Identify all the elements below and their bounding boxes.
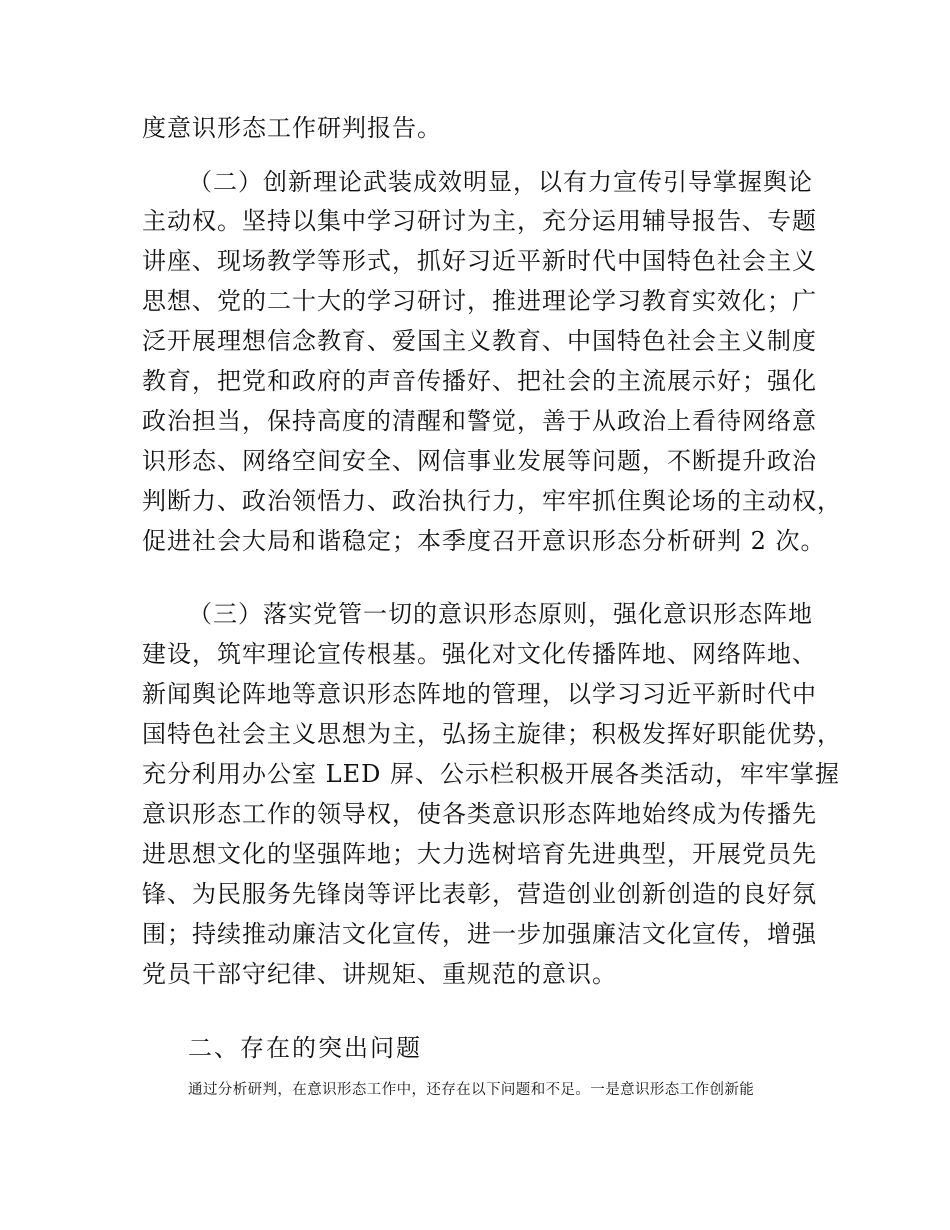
paragraph-line: 识形态、网络空间安全、网信事业发展等问题，不断提升政治 <box>142 447 817 475</box>
paragraph-line: （三）落实党管一切的意识形态原则，强化意识形态阵地 <box>188 600 813 628</box>
paragraph-line: 度意识形态工作研判报告。 <box>142 114 442 142</box>
paragraph-line: 建设，筑牢理论宣传根基。强化对文化传播阵地、网络阵地、 <box>142 640 817 668</box>
paragraph-line: 判断力、政治领悟力、政治执行力，牢牢抓住舆论场的主动权， <box>142 487 842 515</box>
paragraph-line: 进思想文化的坚强阵地；大力选树培育先进典型，开展党员先 <box>142 840 817 868</box>
paragraph-line: 促进社会大局和谐稳定；本季度召开意识形态分析研判 2 次。 <box>142 527 826 555</box>
paragraph-line: 锋、为民服务先锋岗等评比表彰，营造创业创新创造的良好氛 <box>142 880 817 908</box>
paragraph-line: 国特色社会主义思想为主，弘扬主旋律；积极发挥好职能优势， <box>142 720 842 748</box>
paragraph-line: 讲座、现场教学等形式，抓好习近平新时代中国特色社会主义 <box>142 247 817 275</box>
paragraph-line: 主动权。坚持以集中学习研讨为主，充分运用辅导报告、专题 <box>142 207 817 235</box>
paragraph-line: （二）创新理论武装成效明显，以有力宣传引导掌握舆论 <box>188 168 813 196</box>
paragraph-line: 政治担当，保持高度的清醒和警觉，善于从政治上看待网络意 <box>142 407 817 435</box>
paragraph-line: 教育，把党和政府的声音传播好、把社会的主流展示好；强化 <box>142 367 817 395</box>
paragraph-line: 充分利用办公室 LED 屏、公示栏积极开展各类活动，牢牢掌握 <box>142 760 840 788</box>
paragraph-line: 思想、党的二十大的学习研讨，推进理论学习教育实效化；广 <box>142 287 817 315</box>
paragraph-line: 党员干部守纪律、讲规矩、重规范的意识。 <box>142 960 617 988</box>
paragraph-line: 泛开展理想信念教育、爱国主义教育、中国特色社会主义制度 <box>142 327 817 355</box>
section-heading: 二、存在的突出问题 <box>188 1034 422 1062</box>
paragraph-line: 新闻舆论阵地等意识形态阵地的管理，以学习习近平新时代中 <box>142 680 817 708</box>
paragraph-line: 围；持续推动廉洁文化宣传，进一步加强廉洁文化宣传，增强 <box>142 920 817 948</box>
paragraph-line: 意识形态工作的领导权，使各类意识形态阵地始终成为传播先 <box>142 800 817 828</box>
paragraph-line: 通过分析研判，在意识形态工作中，还存在以下问题和不足。一是意识形态工作创新能 <box>188 1082 755 1098</box>
